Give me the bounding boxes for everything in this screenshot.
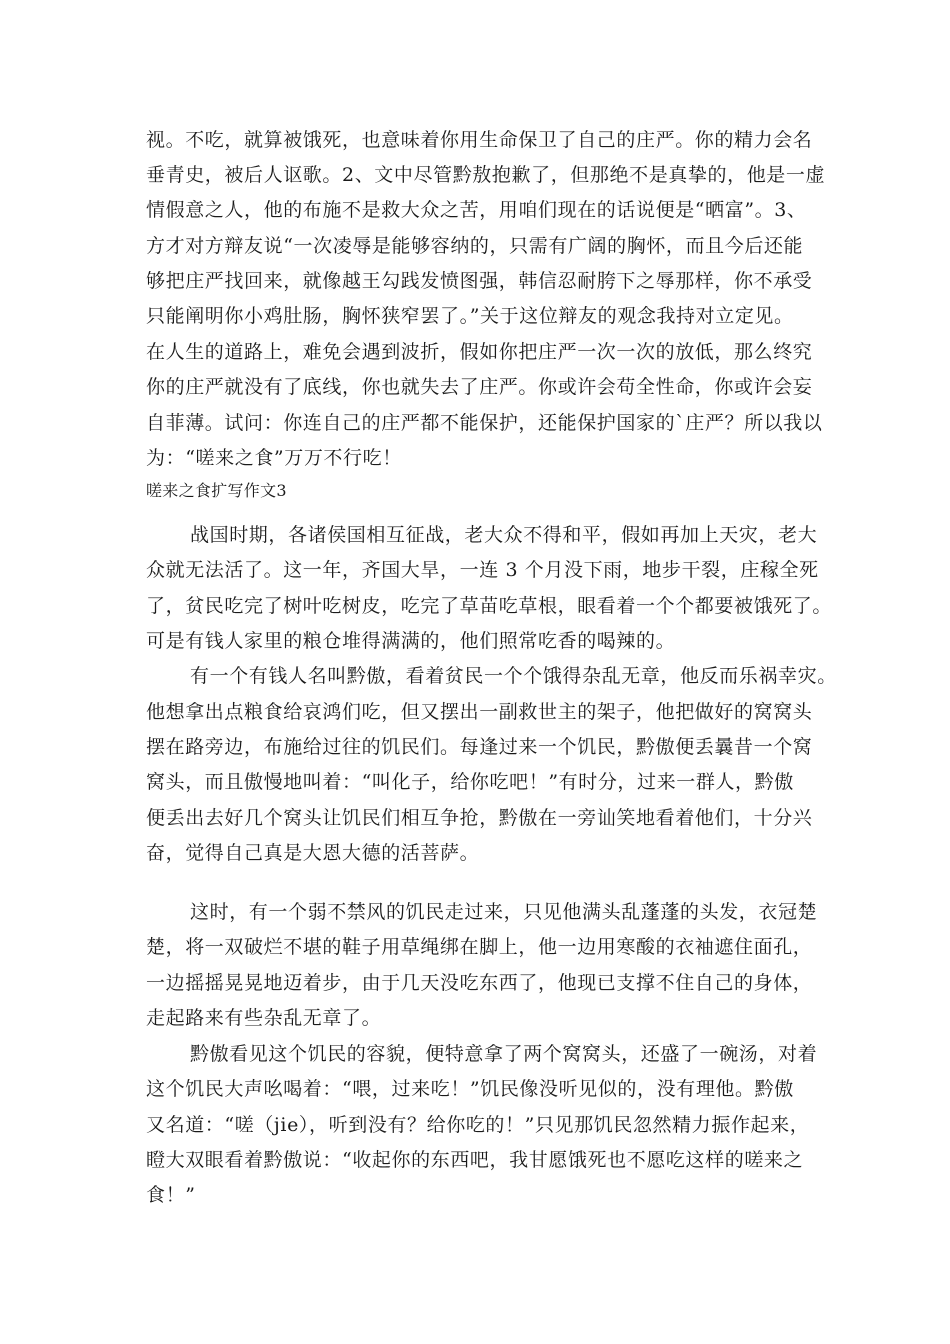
paragraph-line: 战国时期，各诸侯国相互征战，老大众不得和平，假如再加上天灾，老大 xyxy=(190,524,818,546)
paragraph-line: 他想拿出点粮食给哀鸿们吃，但又摆出一副救世主的架子，他把做好的窝窝头 xyxy=(146,701,813,723)
paragraph-line: 为：“嗟来之食”万万不行吃！ xyxy=(146,447,402,469)
paragraph-line: 楚，将一双破烂不堪的鞋子用草绳绑在脚上，他一边用寒酸的衣袖遮住面孔， xyxy=(146,936,813,958)
paragraph-line: 食！” xyxy=(146,1184,196,1206)
paragraph-line: 走起路来有些杂乱无章了。 xyxy=(146,1007,382,1029)
paragraph-line: 可是有钱人家里的粮仓堆得满满的，他们照常吃香的喝辣的。 xyxy=(146,630,676,652)
paragraph-line: 你的庄严就没有了底线，你也就失去了庄严。你或许会苟全性命，你或许会妄 xyxy=(146,376,813,398)
paragraph-line: 又名道：“嗟（jie），听到没有？给你吃的！”只见那饥民忽然精力振作起来， xyxy=(146,1114,810,1136)
paragraph-line: 在人生的道路上，难免会遇到波折，假如你把庄严一次一次的放低，那么终究 xyxy=(146,341,813,363)
paragraph-line: 窝头，而且傲慢地叫着：“叫化子，给你吃吧！”有时分，过来一群人，黔傲 xyxy=(146,771,794,793)
paragraph-line: 这时，有一个弱不禁风的饥民走过来，只见他满头乱蓬蓬的头发，衣冠楚 xyxy=(190,901,818,923)
paragraph-line: 情假意之人，他的布施不是救大众之苦，用咱们现在的话说便是“晒富”。3、 xyxy=(146,199,807,221)
paragraph-line: 方才对方辩友说“一次凌辱是能够容纳的，只需有广阔的胸怀，而且今后还能 xyxy=(146,235,804,257)
paragraph-line: 够把庄严找回来，就像越王勾践发愤图强，韩信忍耐胯下之辱那样，你不承受 xyxy=(146,270,813,292)
paragraph-line: 一边摇摇晃晃地迈着步，由于几天没吃东西了，他现已支撑不住自己的身体， xyxy=(146,972,813,994)
paragraph-line: 垂青史，被后人讴歌。2、文中尽管黔敖抱歉了，但那绝不是真挚的，他是一虚 xyxy=(146,164,826,186)
paragraph-line: 便丢出去好几个窝头让饥民们相互争抢，黔傲在一旁讪笑地看着他们，十分兴 xyxy=(146,807,813,829)
paragraph-line: 只能阐明你小鸡肚肠，胸怀狭窄罢了。”关于这位辩友的观念我持对立定见。 xyxy=(146,305,794,327)
paragraph-line: 瞪大双眼看着黔傲说：“收起你的东西吧，我甘愿饿死也不愿吃这样的嗟来之 xyxy=(146,1149,804,1171)
paragraph-line: 有一个有钱人名叫黔傲，看着贫民一个个饿得杂乱无章，他反而乐祸幸灾。 xyxy=(190,665,837,687)
section-heading: 嗟来之食扩写作文3 xyxy=(146,481,287,500)
paragraph-line: 摆在路旁边，布施给过往的饥民们。每逢过来一个饥民，黔傲便丢曩昔一个窝 xyxy=(146,736,813,758)
paragraph-line: 奋，觉得自己真是大恩大德的活菩萨。 xyxy=(146,842,480,864)
paragraph-line: 了，贫民吃完了树叶吃树皮，吃完了草苗吃草根，眼看着一个个都要被饿死了。 xyxy=(146,595,833,617)
paragraph-line: 众就无法活了。这一年，齐国大旱，一连 3 个月没下雨，地步干裂，庄稼全死 xyxy=(146,559,819,581)
paragraph-line: 黔傲看见这个饥民的容貌，便特意拿了两个窝窝头，还盛了一碗汤，对着 xyxy=(190,1043,818,1065)
paragraph-line: 视。不吃，就算被饿死，也意味着你用生命保卫了自己的庄严。你的精力会名 xyxy=(146,129,813,151)
paragraph-line: 这个饥民大声吆喝着：“喂，过来吃！”饥民像没听见似的，没有理他。黔傲 xyxy=(146,1078,794,1100)
paragraph-line: 自菲薄。试问：你连自己的庄严都不能保护，还能保护国家的`庄严？所以我以 xyxy=(146,412,823,434)
